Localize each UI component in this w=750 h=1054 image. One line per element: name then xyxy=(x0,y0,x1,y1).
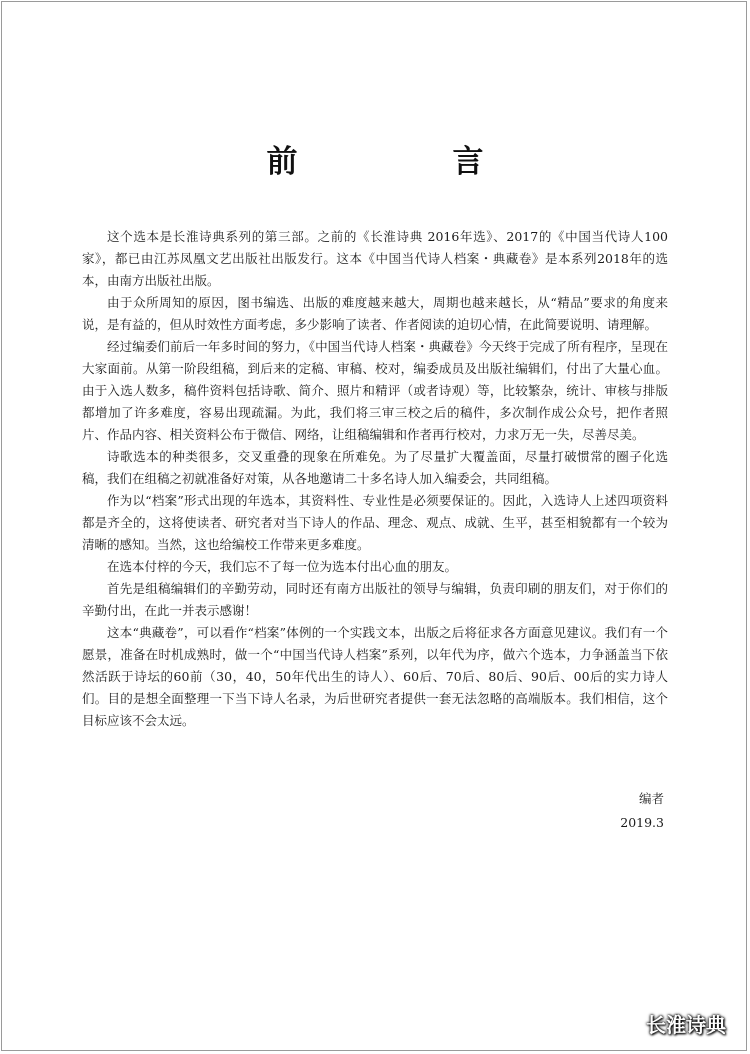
signature-block xyxy=(620,787,664,835)
paragraph-1: 这个选本是长淮诗典系列的第三部。之前的《长淮诗典 2016年选》、2017的《中国当代诗人100家》，都已由江苏凤凰文艺出版社出版发行。这本《中国当代诗人档案・典藏卷》是本系列2018年的选本，由南方出版社出版。 xyxy=(82,229,668,288)
signature-date: 2019.3 xyxy=(620,815,664,830)
account-watermark xyxy=(614,1009,726,1038)
paragraph-6: 在选本付梓的今天，我们忘不了每一位为选本付出心血的朋友。 xyxy=(107,559,458,574)
paragraph-4: 诗歌选本的种类很多，交叉重叠的现象在所难免。为了尽量扩大覆盖面，尽量打破惯常的圈子化选稿，我们在组稿之初就准备好对策，从各地邀请二十多名诗人加入编委会，共同组稿。 xyxy=(82,449,668,486)
paragraph-5: 作为以“档案”形式出现的年选本，其资料性、专业性是必须要保证的。因此，入选诗人上述四项资料都是齐全的，这将使读者、研究者对当下诗人的作品、理念、观点、成就、生平，甚至相貌都有一个较为清晰的感知。当然，这也给编校工作带来更多难度。 xyxy=(82,493,668,552)
signature-author: 编者 xyxy=(638,791,664,806)
preface-body xyxy=(82,226,668,732)
page-title: 前 言 xyxy=(266,144,546,180)
paragraph-2: 由于众所周知的原因，图书编选、出版的难度越来越大，周期也越来越长，从“精品”要求的角度来说，是有益的，但从时效性方面考虑，多少影响了读者、作者阅读的迫切心情，在此简要说明、请理解。 xyxy=(82,295,668,332)
wechat-official-account-icon xyxy=(614,1013,640,1035)
paragraph-7: 首先是组稿编辑们的辛勤劳动，同时还有南方出版社的领导与编辑，负责印刷的朋友们，对于你们的辛勤付出，在此一并表示感谢！ xyxy=(82,581,668,618)
paragraph-8: 这本“典藏卷”，可以看作“档案”体例的一个实践文本，出版之后将征求各方面意见建议。我们有一个愿景，准备在时机成熟时，做一个“中国当代诗人档案”系列，以年代为序，做六个选本，力争涵盖当下依然活跃于诗坛的60前（30，40，50年代出生的诗人）、60后、70后、80后、90后、00后的实力诗人们。目的是想全面整理一下当下诗人名录，为后世研究者提供一套无法忽略的高端版本。我们相信，这个目标应该不会太远。 xyxy=(82,625,668,728)
paragraph-3: 经过编委们前后一年多时间的努力，《中国当代诗人档案・典藏卷》今天终于完成了所有程序，呈现在大家面前。从第一阶段组稿，到后来的定稿、审稿、校对，编委成员及出版社编辑们，付出了大量心血。由于入选人数多，稿件资料包括诗歌、简介、照片和精评（或者诗观）等，比较繁杂，统计、审核与排版都增加了许多难度，容易出现疏漏。为此，我们将三审三校之后的稿件，多次制作成公众号，把作者照片、作品内容、相关资料公布于微信、网络，让组稿编辑和作者再行校对，力求万无一失，尽善尽美。 xyxy=(82,339,668,442)
account-name: 长淮诗典 xyxy=(646,1013,726,1037)
